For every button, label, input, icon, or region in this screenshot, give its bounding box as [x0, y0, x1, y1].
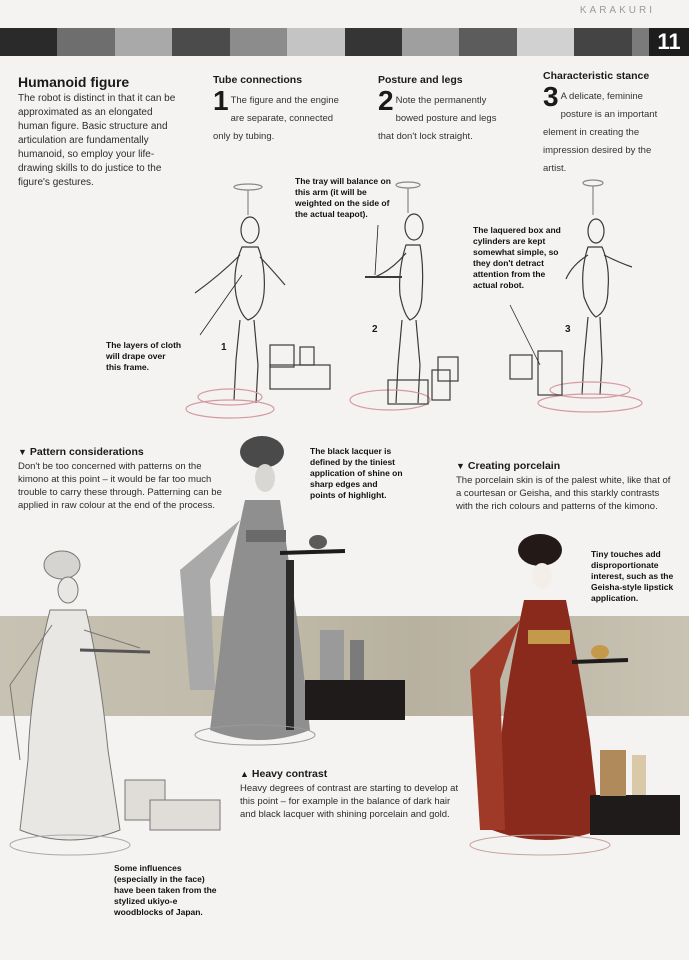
step-2 — [378, 74, 508, 144]
band-swatch — [172, 28, 229, 56]
mannequin-sketches — [170, 175, 680, 425]
band-swatch — [230, 28, 287, 56]
red-geisha — [470, 534, 680, 855]
step-text: Note the permanently bowed posture and legs that don't lock straight. — [378, 95, 497, 142]
intro-block — [18, 74, 178, 190]
callout-lacquer: The black lacquer is defined by the tiniest application of shine on sharp edges and points of highlight. — [310, 446, 403, 500]
porcelain-body: The porcelain skin is of the palest white, like that of a courtesan or Geisha, and this starkly contrasts with the rich colours and patterns of the kimono. — [456, 475, 671, 512]
triangle-down-icon: ▼ — [18, 447, 27, 457]
step-number: 1 — [213, 85, 229, 116]
pattern-body: Don't be too concerned with patterns on the kimono at this point – it would be far too much trouble to carry these through. Patterning can be applied in raw colour at the end of the process. — [18, 461, 222, 511]
step-number: 3 — [543, 81, 559, 112]
callout-lipstick: Tiny touches add disproportionate interest, such as the Geisha-style lipstick application. — [591, 549, 674, 603]
intro-body: The robot is distinct in that it can be approximated as an elongated human figure. Basic structure and articulation are fundamentally humanoid, so employ your life-drawing skills to do justice to the figure's gestures. — [18, 93, 176, 188]
tonal-band — [0, 28, 689, 56]
pattern-title: ▼ Pattern considerations — [18, 446, 144, 458]
triangle-up-icon: ▲ — [240, 769, 249, 779]
step-1 — [213, 74, 343, 144]
contrast-section — [240, 768, 460, 821]
step-number: 2 — [378, 85, 394, 116]
callout-tray: The tray will balance on this arm (it will be weighted on the side of the actual teapot). — [295, 176, 391, 219]
step-title: Posture and legs — [378, 74, 463, 86]
step-text: A delicate, feminine posture is an important element in creating the impression desired by the artist. — [543, 91, 658, 174]
band-swatch — [287, 28, 344, 56]
band-swatch — [57, 28, 114, 56]
band-swatch — [0, 28, 57, 56]
geisha-illustrations — [0, 430, 689, 900]
step-title: Tube connections — [213, 74, 303, 86]
band-swatch — [402, 28, 459, 56]
step-text: The figure and the engine are separate, connected only by tubing. — [213, 95, 339, 142]
intro-title: Humanoid figure — [18, 74, 130, 90]
step-title: Characteristic stance — [543, 70, 650, 82]
sketch-label-3: 3 — [565, 324, 571, 335]
running-head: KARAKURI — [579, 5, 655, 16]
callout-box: The laquered box and cylinders are kept somewhat simple, so they don't detract attention from the actual robot. — [473, 225, 561, 290]
step-3 — [543, 70, 663, 176]
callout-influences: Some influences (especially in the face) have been taken from the stylized ukiyo-e woodblocks of Japan. — [114, 863, 217, 917]
contrast-body: Heavy degrees of contrast are starting to develop at this point – for example in the balance of dark hair and black lacquer with shining porcelain and gold. — [240, 783, 459, 820]
band-swatch — [459, 28, 516, 56]
callout-cloth: The layers of cloth will drape over this frame. — [106, 340, 182, 372]
gray-geisha — [180, 436, 405, 745]
contrast-title: ▲ Heavy contrast — [240, 768, 328, 780]
porcelain-title: ▼ Creating porcelain — [456, 460, 561, 472]
top-margin — [0, 0, 689, 28]
band-swatch — [517, 28, 574, 56]
band-swatch — [115, 28, 172, 56]
sketch-label-1: 1 — [221, 342, 227, 353]
page-number: 11 — [649, 28, 689, 56]
band-swatch — [345, 28, 402, 56]
sketch-label-2: 2 — [372, 324, 378, 335]
triangle-down-icon: ▼ — [456, 461, 465, 471]
band-swatch — [574, 28, 631, 56]
